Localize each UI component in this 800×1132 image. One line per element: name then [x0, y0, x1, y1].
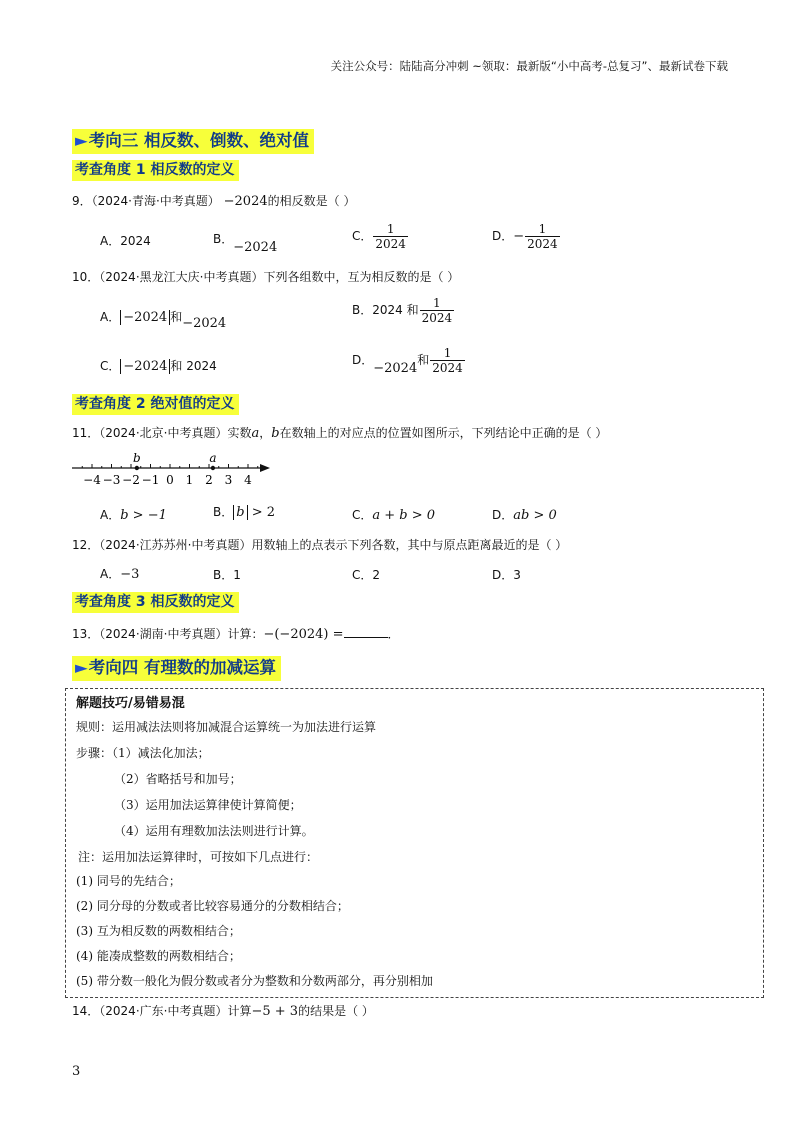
absolute-value: −2024	[120, 310, 170, 325]
option-label: D．	[352, 353, 374, 367]
absolute-value: −2024	[120, 359, 170, 374]
option-label: B．2024 和	[352, 303, 419, 317]
tick-label: −3	[102, 473, 121, 487]
question-stem: 计算	[227, 1004, 252, 1018]
option-label: A．	[100, 567, 121, 581]
question-number: 12．	[72, 538, 100, 552]
tick-label: 1	[185, 473, 194, 487]
variable-b: b	[271, 426, 280, 441]
fraction	[525, 222, 560, 251]
tips-title: 解题技巧/易错易混	[76, 696, 185, 711]
option-text: 和 2024	[170, 359, 217, 373]
option-a	[100, 565, 139, 582]
number-line	[70, 448, 280, 490]
option-label: C．	[100, 359, 121, 373]
option-label: B．	[213, 232, 234, 246]
option-a: A．2024	[100, 234, 151, 248]
tips-line: （3）运用加法运算律使计算简便；	[114, 798, 302, 812]
math-expression: −2024	[223, 194, 268, 209]
math-expression: a + b > 0	[372, 508, 436, 523]
question-12	[72, 536, 567, 553]
tick-label: −2	[122, 473, 140, 487]
axis-arrow-icon	[260, 464, 270, 472]
tick-label: 3	[224, 473, 233, 487]
section-title: 考向三 相反数、倒数、绝对值	[88, 131, 309, 150]
period: ．	[387, 627, 400, 641]
math-expression: −2024	[233, 240, 278, 255]
tips-line: 步骤：（1）减法化加法；	[76, 746, 210, 760]
math-expression: > 2	[247, 505, 275, 520]
page-number: 3	[72, 1064, 81, 1079]
question-source: （2024·湖南·中考真题）	[99, 627, 228, 641]
question-number: 11．	[72, 426, 100, 440]
tick-label: −1	[141, 473, 160, 487]
question-number: 13．	[72, 627, 100, 641]
point-a	[211, 466, 215, 470]
option-b	[213, 503, 275, 520]
option-label: A．	[100, 310, 121, 324]
tick-label: −4	[83, 473, 101, 487]
tick-label: 2	[205, 473, 213, 487]
separator: ，	[259, 426, 272, 440]
question-source: （2024·江苏苏州·中考真题）	[99, 538, 252, 552]
variable-a: a	[251, 426, 260, 441]
section-heading-3	[72, 129, 314, 154]
question-source: （2024·广东·中考真题）	[99, 1004, 228, 1018]
option-c: C．2	[352, 568, 381, 582]
absolute-value: b	[233, 505, 247, 520]
tips-line: (3) 互为相反数的两数相结合；	[76, 924, 241, 938]
point-b-label: b	[133, 451, 141, 465]
angle-heading-3: 考查角度 3 相反数的定义	[72, 592, 239, 613]
angle-heading-2: 考查角度 2 绝对值的定义	[72, 394, 239, 415]
fraction	[430, 346, 465, 375]
option-label: A．	[100, 508, 121, 522]
question-source: （2024·黑龙江大庆·中考真题）	[99, 270, 264, 284]
triangle-marker-icon: ►	[75, 658, 88, 677]
math-expression: −5 + 3	[251, 1004, 299, 1019]
question-11	[72, 424, 607, 441]
question-stem: 实数	[227, 426, 252, 440]
page-header: 关注公众号：陆陆高分冲刺 ~领取：最新版“小中高考-总复习”、最新试卷下载	[330, 59, 728, 73]
math-expression: ab > 0	[513, 508, 557, 523]
question-stem: 下列各组数中，互为相反数的是（ ）	[263, 270, 460, 284]
option-b: B．1	[213, 568, 241, 582]
question-stem: 计算：	[227, 627, 264, 641]
tips-line: 规则：运用减法法则将加减混合运算统一为加法进行运算	[76, 720, 377, 734]
question-stem: 的相反数是（ ）	[267, 194, 356, 208]
conjunction: 和	[417, 353, 430, 367]
math-expression: −2024	[373, 361, 418, 376]
option-c	[100, 357, 217, 374]
question-source: （2024·北京·中考真题）	[99, 426, 228, 440]
section-title: 考向四 有理数的加减运算	[88, 658, 276, 677]
fraction-denominator: 2024	[527, 237, 558, 251]
fraction-numerator: 1	[443, 346, 452, 360]
option-label: C．	[352, 508, 373, 522]
math-expression: −3	[120, 567, 140, 582]
question-number: 10．	[72, 270, 100, 284]
option-label: C．	[352, 229, 373, 243]
option-label: D．	[492, 229, 514, 243]
tips-line: （2）省略括号和加号；	[114, 772, 242, 786]
fraction-denominator: 2024	[432, 361, 463, 375]
conjunction: 和	[170, 310, 183, 324]
math-expression: b > −1	[120, 508, 167, 523]
fraction-numerator: 1	[386, 222, 395, 236]
fraction-denominator: 2024	[375, 237, 406, 251]
question-source: （2024·青海·中考真题）	[91, 194, 220, 208]
minus-sign: −	[513, 229, 525, 244]
answer-blank[interactable]	[344, 626, 388, 638]
fraction-numerator: 1	[538, 222, 547, 236]
tick-label: 0	[166, 473, 174, 487]
question-10	[72, 268, 459, 285]
question-13	[72, 625, 400, 642]
fraction	[420, 296, 455, 325]
tips-line: 注：运用加法运算律时，可按如下几点进行：	[78, 850, 319, 864]
angle-heading-1: 考查角度 1 相反数的定义	[72, 160, 239, 181]
option-d	[492, 506, 557, 523]
option-label: D．	[492, 508, 514, 522]
tips-line: (5) 带分数一般化为假分数或者分为整数和分数两部分，再分别相加	[76, 974, 433, 988]
tips-line: (1) 同号的先结合；	[76, 874, 181, 888]
fraction	[373, 222, 408, 251]
question-9	[72, 192, 355, 209]
math-expression: −2024	[182, 316, 227, 331]
triangle-marker-icon: ►	[75, 131, 88, 150]
tips-line: （4）运用有理数加法法则进行计算。	[114, 824, 314, 838]
question-stem: 在数轴上的对应点的位置如图所示，下列结论中正确的是（ ）	[279, 426, 608, 440]
question-number: 9．	[72, 194, 92, 208]
option-c	[352, 506, 435, 523]
point-a-label: a	[209, 451, 217, 465]
tips-line: (4) 能凑成整数的两数相结合；	[76, 949, 241, 963]
question-stem: 的结果是（ ）	[298, 1004, 374, 1018]
section-heading-4	[72, 656, 281, 681]
option-d: D．3	[492, 568, 521, 582]
fraction-denominator: 2024	[421, 311, 453, 325]
question-14	[72, 1002, 374, 1019]
tick-label: 4	[244, 473, 252, 487]
question-number: 14．	[72, 1004, 100, 1018]
option-c	[352, 222, 409, 251]
math-expression: −(−2024) =	[263, 627, 344, 642]
fraction-numerator: 1	[433, 296, 441, 310]
tips-line: (2) 同分母的分数或者比较容易通分的分数相结合；	[76, 899, 349, 913]
option-b	[213, 230, 278, 255]
option-label: B．	[213, 505, 234, 519]
option-d	[492, 222, 561, 251]
question-stem: 用数轴上的点表示下列各数，其中与原点距离最近的是（ ）	[251, 538, 568, 552]
option-a	[100, 308, 227, 331]
option-a	[100, 506, 167, 523]
point-b	[135, 466, 139, 470]
option-b	[352, 296, 455, 325]
option-d	[352, 346, 466, 375]
